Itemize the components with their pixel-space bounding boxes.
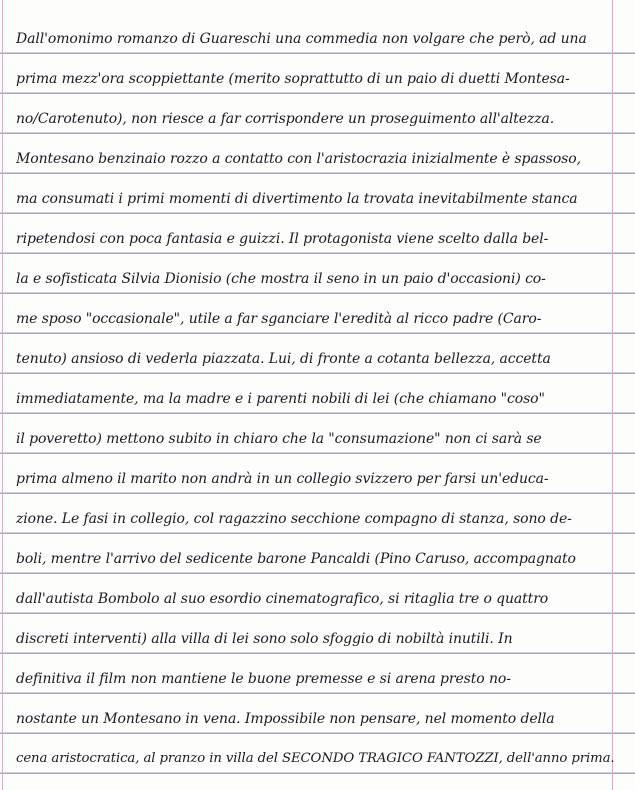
text-line: Montesano benzinaio rozzo a contatto con l'aristocrazia inizialmente è spassoso, (16, 151, 581, 167)
text-line: dall'autista Bombolo al suo esordio cinematografico, si ritaglia tre o quattro (16, 591, 549, 607)
text-line: definitiva il film non mantiene le buone premesse e si arena presto no- (16, 671, 511, 687)
text-line: boli, mentre l'arrivo del sedicente barone Pancaldi (Pino Caruso, accompagnato (16, 551, 576, 567)
text-line: la e sofisticata Silvia Dionisio (che mostra il seno in un paio d'occasioni) co- (16, 271, 546, 287)
text-line: cena aristocratica, al pranzo in villa del SECONDO TRAGICO FANTOZZI, dell'anno prima. (16, 751, 615, 766)
text-line: tenuto) ansioso di vederla piazzata. Lui, di fronte a cotanta bellezza, accetta (16, 351, 551, 367)
text-line: il poveretto) mettono subito in chiaro che la "consumazione" non ci sarà se (16, 431, 542, 447)
text-line: ripetendosi con poca fantasia e guizzi. Il protagonista viene scelto dalla bel- (16, 231, 549, 247)
text-line: me sposo "occasionale", utile a far sganciare l'eredità al ricco padre (Caro- (16, 311, 542, 327)
text-line: discreti interventi) alla villa di lei sono solo sfoggio di nobiltà inutili. In (16, 631, 513, 647)
text-line: zione. Le fasi in collegio, col ragazzino secchione compagno di stanza, sono de- (16, 511, 572, 527)
left-margin-line (2, 0, 3, 790)
text-line: ma consumati i primi momenti di divertimento la trovata inevitabilmente stanca (16, 191, 578, 207)
text-line: prima mezz'ora scoppiettante (merito soprattutto di un paio di duetti Montesa- (16, 71, 570, 87)
text-line: no/Carotenuto), non riesce a far corrispondere un proseguimento all'altezza. (16, 111, 555, 127)
text-line: nostante un Montesano in vena. Impossibile non pensare, nel momento della (16, 711, 555, 727)
text-line: prima almeno il marito non andrà in un collegio svizzero per farsi un'educa- (16, 471, 549, 487)
text-line: Dall'omonimo romanzo di Guareschi una commedia non volgare che però, ad una (16, 31, 587, 47)
text-line: immediatamente, ma la madre e i parenti nobili di lei (che chiamano "coso" (16, 391, 545, 407)
